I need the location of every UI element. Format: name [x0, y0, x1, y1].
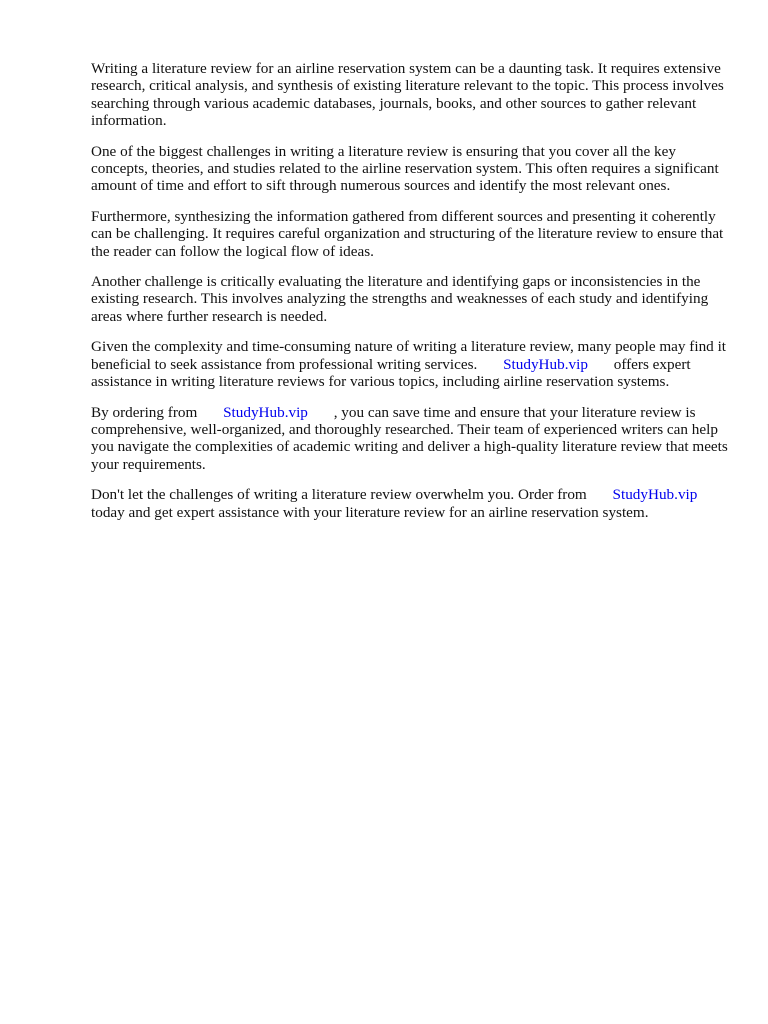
studyhub-link-1[interactable]: StudyHub.vip — [503, 355, 588, 373]
paragraph-intro: Writing a literature review for an airline reservation system can be a daunting task. It requires extensive research, critical analysis, and synthesis of existing literature relevant to the topic. This process involves searching through various academic databases, journals, books, and other sources to gather relevant information. — [91, 60, 724, 130]
paragraph-assistance-text-before: Given the complexity and time-consuming nature of writing a literature review, many people may find it beneficial to seek assistance from professional writing services. — [91, 338, 727, 373]
studyhub-link-3[interactable]: StudyHub.vip — [612, 486, 698, 504]
paragraph-assistance — [91, 338, 731, 390]
paragraph-ordering-text-after: , you can save time and ensure that your literature review is comprehensive, well-organized, and thoroughly researched. Their team of experienced writers can help you navigate the complexities of academic writing and deliver a high-quality literature review that meets your requirements. — [91, 403, 728, 473]
studyhub-link-2[interactable]: StudyHub.vip — [223, 403, 308, 421]
paragraph-call-to-action — [91, 486, 731, 521]
paragraph-ordering — [91, 404, 731, 474]
paragraph-ordering-text-before: By ordering from — [91, 403, 198, 421]
paragraph-evaluation: Another challenge is critically evaluating the literature and identifying gaps or inconsistencies in the existing research. This involves analyzing the strengths and weaknesses of each study and identifying areas where further research is needed. — [91, 273, 709, 325]
paragraph-cta-text-after: today and get expert assistance with your literature review for an airline reservation system. — [91, 503, 649, 521]
paragraph-assistance-text-after: offers expert assistance in writing literature reviews for various topics, including airline reservation systems. — [91, 355, 691, 391]
document-body — [91, 60, 731, 534]
paragraph-challenges: One of the biggest challenges in writing a literature review is ensuring that you cover all the key concepts, theories, and studies related to the airline reservation system. This often requires a significant amount of time and effort to sift through numerous sources and identify the most relevant ones. — [91, 142, 719, 195]
paragraph-synthesis: Furthermore, synthesizing the information gathered from different sources and presenting it coherently can be challenging. It requires careful organization and structuring of the literature review to ensure that the reader can follow the logical flow of ideas. — [91, 207, 724, 260]
paragraph-cta-text-before: Don't let the challenges of writing a literature review overwhelm you. Order from — [91, 486, 587, 504]
